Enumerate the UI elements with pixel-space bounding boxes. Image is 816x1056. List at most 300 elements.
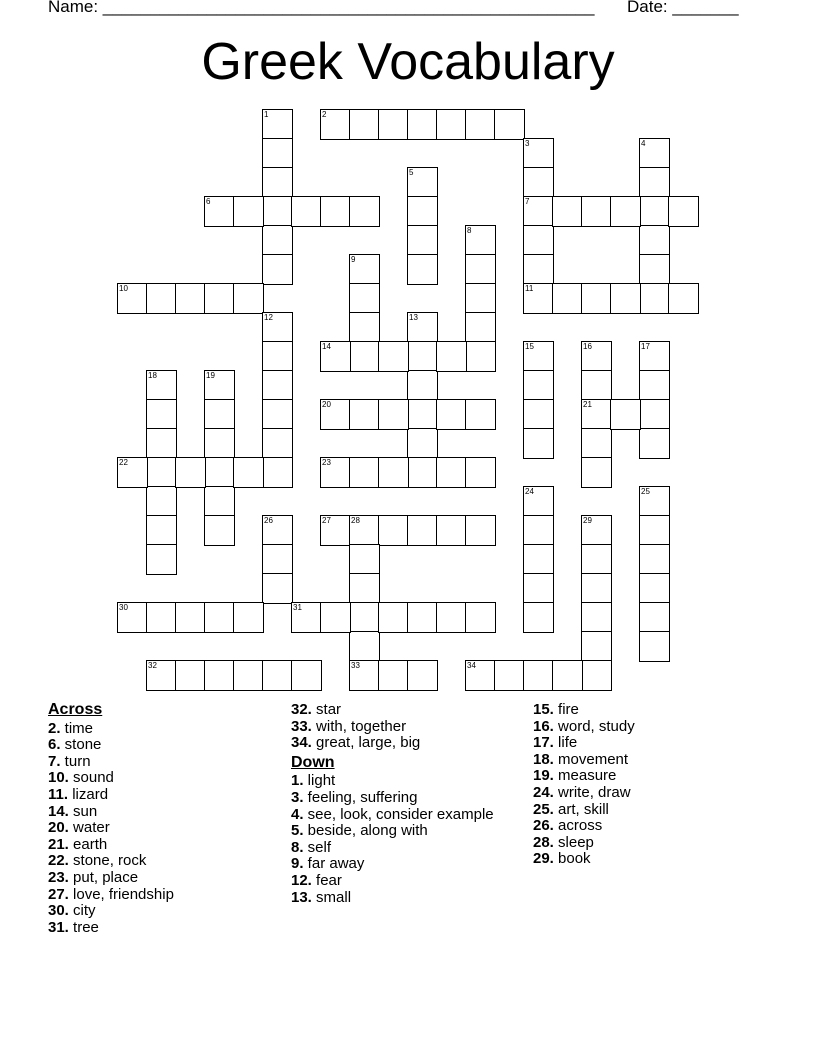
clue-number: 14 xyxy=(322,342,331,351)
grid-cell[interactable] xyxy=(204,283,235,314)
grid-cell[interactable] xyxy=(523,225,554,256)
grid-cell[interactable] xyxy=(204,428,235,459)
grid-cell[interactable] xyxy=(581,660,612,691)
grid-cell[interactable] xyxy=(407,167,438,198)
clue-item-number: 34. xyxy=(291,734,312,752)
clue-item xyxy=(48,820,268,837)
clue-item-number: 16. xyxy=(533,717,554,735)
grid-cell[interactable] xyxy=(552,660,583,691)
grid-cell[interactable] xyxy=(262,312,293,343)
grid-cell[interactable] xyxy=(465,283,496,314)
clue-item-text: fire xyxy=(553,701,579,718)
grid-cell[interactable] xyxy=(523,544,554,575)
clue-item xyxy=(533,802,763,819)
clue-number: 10 xyxy=(119,284,128,293)
clue-number: 1 xyxy=(264,110,269,119)
clue-number: 4 xyxy=(641,139,646,148)
clue-item-text: put, place xyxy=(68,868,139,886)
grid-cell[interactable] xyxy=(204,370,235,401)
grid-cell[interactable] xyxy=(349,196,380,227)
grid-cell[interactable] xyxy=(291,196,322,227)
grid-cell[interactable] xyxy=(581,544,612,575)
clue-item xyxy=(291,790,511,807)
grid-cell[interactable] xyxy=(494,660,525,691)
grid-cell[interactable] xyxy=(320,399,351,430)
grid-cell[interactable] xyxy=(436,602,467,633)
clues-column-1 xyxy=(48,702,268,936)
grid-cell[interactable] xyxy=(465,602,496,633)
grid-cell[interactable] xyxy=(291,602,322,633)
grid-cell[interactable] xyxy=(146,602,177,633)
grid-cell[interactable] xyxy=(523,341,554,372)
grid-cell[interactable] xyxy=(465,225,496,256)
grid-cell[interactable] xyxy=(639,138,670,169)
grid-cell[interactable] xyxy=(117,602,148,633)
clue-item-text: word, study xyxy=(553,717,635,735)
clue-item-number: 21. xyxy=(48,835,69,853)
grid-cell[interactable] xyxy=(262,660,293,691)
clue-item-number: 13. xyxy=(291,888,312,906)
clue-number: 17 xyxy=(641,342,650,351)
clue-item xyxy=(533,768,763,785)
across-clue-list-continued xyxy=(291,702,511,752)
grid-cell[interactable] xyxy=(581,283,612,314)
grid-cell[interactable] xyxy=(639,225,670,256)
grid-cell[interactable] xyxy=(610,399,641,430)
clue-item xyxy=(48,887,268,904)
clue-item-text: earth xyxy=(68,835,108,853)
clue-number: 29 xyxy=(583,516,592,525)
clue-item xyxy=(291,890,511,907)
grid-cell[interactable] xyxy=(523,138,554,169)
clue-item xyxy=(291,873,511,890)
grid-cell[interactable] xyxy=(146,457,177,488)
clue-item-text: movement xyxy=(553,750,629,768)
clue-number: 31 xyxy=(293,603,302,612)
grid-cell[interactable] xyxy=(378,341,409,372)
clue-item xyxy=(291,840,511,857)
grid-cell[interactable] xyxy=(175,602,206,633)
grid-cell[interactable] xyxy=(146,544,177,575)
grid-cell[interactable] xyxy=(233,283,264,314)
across-heading: Across xyxy=(48,701,103,718)
clue-item-text: time xyxy=(60,719,94,737)
clue-item-number: 1. xyxy=(291,772,304,790)
grid-cell[interactable] xyxy=(349,457,380,488)
grid-cell[interactable] xyxy=(349,515,380,546)
grid-cell[interactable] xyxy=(639,544,670,575)
grid-cell[interactable] xyxy=(639,167,670,198)
name-field[interactable]: Name: ____________________________________________________ xyxy=(48,0,595,16)
grid-cell[interactable] xyxy=(436,341,467,372)
clue-item-number: 7. xyxy=(48,752,61,770)
clue-item xyxy=(533,735,763,752)
grid-cell[interactable] xyxy=(349,602,380,633)
clue-item-number: 17. xyxy=(533,734,554,752)
grid-cell[interactable] xyxy=(349,544,380,575)
grid-cell[interactable] xyxy=(349,312,380,343)
grid-cell[interactable] xyxy=(610,196,641,227)
grid-cell[interactable] xyxy=(349,573,380,604)
clue-number: 13 xyxy=(409,313,418,322)
grid-cell[interactable] xyxy=(349,254,380,285)
clue-number: 20 xyxy=(322,400,331,409)
clue-number: 33 xyxy=(351,661,360,670)
clue-item xyxy=(291,735,511,752)
clue-item-text: light xyxy=(303,772,336,790)
clue-item xyxy=(533,752,763,769)
grid-cell[interactable] xyxy=(407,457,438,488)
clue-number: 23 xyxy=(322,458,331,467)
clue-item-text: tree xyxy=(68,918,99,936)
grid-cell[interactable] xyxy=(262,167,293,198)
grid-cell[interactable] xyxy=(523,515,554,546)
grid-cell[interactable] xyxy=(581,370,612,401)
clue-item-number: 31. xyxy=(48,918,69,936)
clue-item xyxy=(48,721,268,738)
clue-item-number: 27. xyxy=(48,885,69,903)
page-title: Greek Vocabulary xyxy=(201,33,615,91)
clue-item-text: fear xyxy=(311,871,342,889)
clue-item xyxy=(291,702,511,719)
grid-cell[interactable] xyxy=(262,138,293,169)
clue-item-number: 24. xyxy=(533,783,554,801)
clue-number: 28 xyxy=(351,516,360,525)
grid-cell[interactable] xyxy=(262,341,293,372)
grid-cell[interactable] xyxy=(146,399,177,430)
clue-item-number: 29. xyxy=(533,850,554,868)
down-heading: Down xyxy=(291,753,335,771)
grid-cell[interactable] xyxy=(262,109,293,140)
grid-cell[interactable] xyxy=(204,457,235,488)
grid-cell[interactable] xyxy=(465,341,496,372)
grid-cell[interactable] xyxy=(639,399,670,430)
clue-item-text: small xyxy=(311,888,352,906)
grid-cell[interactable] xyxy=(320,602,351,633)
clue-item xyxy=(533,818,763,835)
grid-cell[interactable] xyxy=(407,370,438,401)
clue-item xyxy=(48,853,268,870)
clue-item-number: 32. xyxy=(291,701,312,718)
grid-cell[interactable] xyxy=(146,515,177,546)
grid-cell[interactable] xyxy=(581,428,612,459)
grid-cell[interactable] xyxy=(349,283,380,314)
clue-item-text: book xyxy=(553,850,591,868)
grid-cell[interactable] xyxy=(233,660,264,691)
grid-cell[interactable] xyxy=(320,109,351,140)
grid-cell[interactable] xyxy=(204,196,235,227)
clue-number: 24 xyxy=(525,487,534,496)
clue-item xyxy=(48,754,268,771)
grid-cell[interactable] xyxy=(523,370,554,401)
clue-item-text: far away xyxy=(303,855,365,873)
clue-item-number: 15. xyxy=(533,701,554,718)
clue-item-number: 20. xyxy=(48,819,69,837)
clue-number: 6 xyxy=(206,197,211,206)
grid-cell[interactable] xyxy=(436,515,467,546)
grid-cell[interactable] xyxy=(465,457,496,488)
grid-cell[interactable] xyxy=(262,515,293,546)
clue-number: 26 xyxy=(264,516,273,525)
grid-cell[interactable] xyxy=(523,283,554,314)
grid-cell[interactable] xyxy=(204,486,235,517)
grid-cell[interactable] xyxy=(581,515,612,546)
clue-number: 8 xyxy=(467,226,472,235)
clue-number: 12 xyxy=(264,313,273,322)
grid-cell[interactable] xyxy=(639,254,670,285)
grid-cell[interactable] xyxy=(204,399,235,430)
grid-cell[interactable] xyxy=(465,660,496,691)
clue-item xyxy=(291,823,511,840)
clue-item-text: sleep xyxy=(553,833,594,851)
grid-cell[interactable] xyxy=(407,515,438,546)
grid-cell[interactable] xyxy=(639,196,670,227)
grid-cell[interactable] xyxy=(407,196,438,227)
grid-cell[interactable] xyxy=(407,660,438,691)
grid-cell[interactable] xyxy=(146,428,177,459)
grid-cell[interactable] xyxy=(523,428,554,459)
grid-cell[interactable] xyxy=(581,602,612,633)
clue-item xyxy=(533,851,763,868)
down-clue-list xyxy=(291,773,511,906)
clue-item-number: 2. xyxy=(48,719,61,737)
clue-number: 30 xyxy=(119,603,128,612)
grid-cell[interactable] xyxy=(291,660,322,691)
clue-item-number: 18. xyxy=(533,750,554,768)
grid-cell[interactable] xyxy=(378,399,409,430)
grid-cell[interactable] xyxy=(639,631,670,662)
grid-cell[interactable] xyxy=(523,573,554,604)
grid-cell[interactable] xyxy=(581,573,612,604)
grid-cell[interactable] xyxy=(320,196,351,227)
grid-cell[interactable] xyxy=(639,341,670,372)
clue-item-text: stone, rock xyxy=(68,852,147,870)
clue-number: 18 xyxy=(148,371,157,380)
clue-item xyxy=(533,702,763,719)
grid-cell[interactable] xyxy=(262,254,293,285)
grid-cell[interactable] xyxy=(494,109,525,140)
clue-number: 11 xyxy=(525,284,534,293)
clue-item-number: 4. xyxy=(291,805,304,823)
clue-item-text: write, draw xyxy=(553,783,631,801)
grid-cell[interactable] xyxy=(523,167,554,198)
grid-cell[interactable] xyxy=(349,109,380,140)
clue-item-text: art, skill xyxy=(553,800,609,818)
grid-cell[interactable] xyxy=(639,428,670,459)
clue-number: 22 xyxy=(119,458,128,467)
grid-cell[interactable] xyxy=(378,660,409,691)
clue-item-number: 25. xyxy=(533,800,554,818)
clue-item xyxy=(533,785,763,802)
clue-item xyxy=(48,804,268,821)
grid-cell[interactable] xyxy=(407,225,438,256)
clue-number: 34 xyxy=(467,661,476,670)
clue-item-number: 9. xyxy=(291,855,304,873)
grid-cell[interactable] xyxy=(465,399,496,430)
grid-cell[interactable] xyxy=(204,660,235,691)
clue-item-text: love, friendship xyxy=(68,885,174,903)
grid-cell[interactable] xyxy=(378,515,409,546)
across-clue-list xyxy=(48,721,268,937)
grid-cell[interactable] xyxy=(146,370,177,401)
grid-cell[interactable] xyxy=(668,283,699,314)
grid-cell[interactable] xyxy=(523,602,554,633)
grid-cell[interactable] xyxy=(407,341,438,372)
clue-item-text: beside, along with xyxy=(303,822,428,840)
clue-item-number: 11. xyxy=(48,785,69,803)
clue-number: 15 xyxy=(525,342,534,351)
clue-item-number: 22. xyxy=(48,852,69,870)
clue-item xyxy=(291,807,511,824)
grid-cell[interactable] xyxy=(523,254,554,285)
grid-cell[interactable] xyxy=(349,631,380,662)
clue-item-text: measure xyxy=(553,767,617,785)
clue-item-number: 10. xyxy=(48,769,69,787)
clue-item-text: sun xyxy=(68,802,98,820)
grid-cell[interactable] xyxy=(378,109,409,140)
clue-item xyxy=(48,920,268,937)
clue-item-number: 33. xyxy=(291,717,312,735)
clues-column-2 xyxy=(291,702,511,906)
clue-number: 21 xyxy=(583,400,592,409)
clue-item-text: lizard xyxy=(68,785,109,803)
grid-cell[interactable] xyxy=(407,312,438,343)
grid-cell[interactable] xyxy=(407,109,438,140)
grid-cell[interactable] xyxy=(349,660,380,691)
grid-cell[interactable] xyxy=(349,399,380,430)
clue-item-text: life xyxy=(553,734,578,752)
grid-cell[interactable] xyxy=(204,515,235,546)
clue-item-text: with, together xyxy=(311,717,407,735)
grid-cell[interactable] xyxy=(639,515,670,546)
grid-cell[interactable] xyxy=(378,602,409,633)
grid-cell[interactable] xyxy=(117,283,148,314)
clue-number: 25 xyxy=(641,487,650,496)
grid-cell[interactable] xyxy=(668,196,699,227)
grid-cell[interactable] xyxy=(465,312,496,343)
grid-cell[interactable] xyxy=(407,428,438,459)
grid-cell[interactable] xyxy=(523,660,554,691)
clues-column-3 xyxy=(533,702,763,868)
grid-cell[interactable] xyxy=(639,486,670,517)
grid-cell[interactable] xyxy=(262,544,293,575)
grid-cell[interactable] xyxy=(407,399,438,430)
clue-number: 19 xyxy=(206,371,215,380)
grid-cell[interactable] xyxy=(320,457,351,488)
grid-cell[interactable] xyxy=(465,254,496,285)
grid-cell[interactable] xyxy=(581,196,612,227)
down-clue-list-continued xyxy=(533,702,763,868)
grid-cell[interactable] xyxy=(436,109,467,140)
clue-item-number: 28. xyxy=(533,833,554,851)
grid-cell[interactable] xyxy=(639,283,670,314)
clue-item xyxy=(48,903,268,920)
clue-item-number: 23. xyxy=(48,868,69,886)
grid-cell[interactable] xyxy=(407,602,438,633)
grid-cell[interactable] xyxy=(552,196,583,227)
date-field[interactable]: Date: _______ xyxy=(627,0,739,16)
grid-cell[interactable] xyxy=(523,486,554,517)
grid-cell[interactable] xyxy=(465,515,496,546)
grid-cell[interactable] xyxy=(320,341,351,372)
grid-cell[interactable] xyxy=(552,283,583,314)
clue-item-number: 30. xyxy=(48,902,69,920)
grid-cell[interactable] xyxy=(262,457,293,488)
clue-item-text: see, look, consider example xyxy=(303,805,494,823)
clue-item-text: sound xyxy=(68,769,114,787)
clue-item xyxy=(291,856,511,873)
clue-item xyxy=(291,719,511,736)
grid-cell[interactable] xyxy=(610,283,641,314)
grid-cell[interactable] xyxy=(175,457,206,488)
clue-item-number: 12. xyxy=(291,871,312,889)
grid-cell[interactable] xyxy=(146,486,177,517)
clue-item-number: 26. xyxy=(533,817,554,835)
grid-cell[interactable] xyxy=(146,660,177,691)
grid-cell[interactable] xyxy=(233,196,264,227)
clue-number: 32 xyxy=(148,661,157,670)
clue-item xyxy=(533,719,763,736)
grid-cell[interactable] xyxy=(262,573,293,604)
grid-cell[interactable] xyxy=(378,457,409,488)
clue-number: 27 xyxy=(322,516,331,525)
grid-cell[interactable] xyxy=(581,341,612,372)
clue-item xyxy=(533,835,763,852)
grid-cell[interactable] xyxy=(523,196,554,227)
clue-number: 7 xyxy=(525,197,530,206)
clue-item-number: 3. xyxy=(291,788,304,806)
clue-item-text: self xyxy=(303,838,332,856)
grid-cell[interactable] xyxy=(320,515,351,546)
grid-cell[interactable] xyxy=(523,399,554,430)
clue-item-text: water xyxy=(68,819,110,837)
clue-item xyxy=(48,770,268,787)
grid-cell[interactable] xyxy=(233,602,264,633)
grid-cell[interactable] xyxy=(581,399,612,430)
grid-cell[interactable] xyxy=(349,341,380,372)
grid-cell[interactable] xyxy=(262,370,293,401)
grid-cell[interactable] xyxy=(581,457,612,488)
clue-item-text: stone xyxy=(60,736,102,754)
grid-cell[interactable] xyxy=(146,283,177,314)
clue-number: 3 xyxy=(525,139,530,148)
grid-cell[interactable] xyxy=(262,399,293,430)
clue-number: 2 xyxy=(322,110,327,119)
grid-cell[interactable] xyxy=(233,457,264,488)
grid-cell[interactable] xyxy=(581,631,612,662)
grid-cell[interactable] xyxy=(436,457,467,488)
clue-item xyxy=(48,837,268,854)
grid-cell[interactable] xyxy=(639,370,670,401)
clue-number: 5 xyxy=(409,168,414,177)
grid-cell[interactable] xyxy=(175,283,206,314)
grid-cell[interactable] xyxy=(639,573,670,604)
grid-cell[interactable] xyxy=(262,225,293,256)
clue-number: 16 xyxy=(583,342,592,351)
clue-item-text: great, large, big xyxy=(311,734,421,752)
grid-cell[interactable] xyxy=(639,602,670,633)
grid-cell[interactable] xyxy=(465,109,496,140)
clue-item xyxy=(48,870,268,887)
grid-cell[interactable] xyxy=(175,660,206,691)
grid-cell[interactable] xyxy=(117,457,148,488)
grid-cell[interactable] xyxy=(262,196,293,227)
clue-item-text: star xyxy=(311,701,342,718)
grid-cell[interactable] xyxy=(407,254,438,285)
grid-cell[interactable] xyxy=(436,399,467,430)
grid-cell[interactable] xyxy=(204,602,235,633)
grid-cell[interactable] xyxy=(262,428,293,459)
